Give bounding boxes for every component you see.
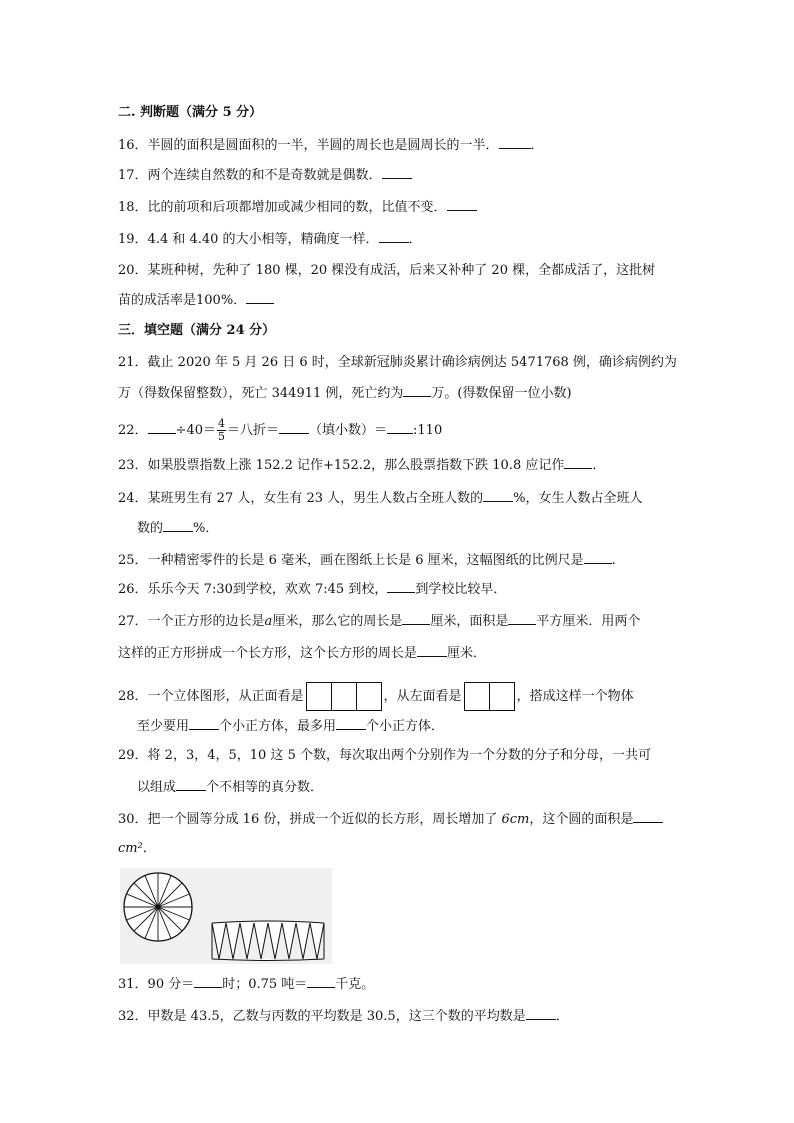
question-21-line1: 21．截止 2020 年 5 月 26 日 6 时，全球新冠肺炎累计确诊病例达 5471768 例，确诊病例约为 <box>118 355 677 370</box>
answer-blank[interactable] <box>148 421 176 434</box>
q22-fill: （填小数）＝ <box>309 423 388 438</box>
q25-end: . <box>611 553 616 568</box>
fraction-4-5 <box>217 418 226 443</box>
q19-end: ． <box>408 232 422 247</box>
fraction-denominator: 5 <box>217 430 225 443</box>
answer-blank[interactable] <box>163 519 193 532</box>
question-23 <box>118 456 605 475</box>
question-28-line1 <box>118 682 634 711</box>
q24-text-b: %，女生人数占全班人 <box>513 491 643 506</box>
q23-text: 23．如果股票指数上涨 152.2 记作+152.2，那么股票指数下跌 10.8 应记作 <box>118 458 565 473</box>
q20-line2-text: 苗的成活率是100%． <box>118 293 247 308</box>
question-16 <box>118 136 544 155</box>
q27-text-f: 厘米． <box>447 646 487 661</box>
answer-blank[interactable] <box>387 421 413 434</box>
question-19 <box>118 230 422 249</box>
answer-blank[interactable] <box>633 810 663 823</box>
q32-text: 32．甲数是 43.5，乙数与丙数的平均数是 30.5，这三个数的平均数是 <box>118 1009 526 1024</box>
q26-text-b: 到学校比较早． <box>415 582 507 597</box>
answer-blank[interactable] <box>194 975 222 988</box>
left-view-figure <box>464 682 515 711</box>
answer-blank[interactable] <box>508 612 536 625</box>
q27-text-c: 厘米，面积是 <box>430 614 509 629</box>
q30-unit-area: cm² <box>118 841 143 856</box>
question-22 <box>118 418 442 443</box>
answer-blank[interactable] <box>176 778 206 791</box>
section-3-title: 三．填空题（满分 24 分） <box>118 323 276 338</box>
answer-blank[interactable] <box>564 456 592 469</box>
q27-text-b: 厘米，那么它的周长是 <box>272 614 403 629</box>
q18-text: 18．比的前项和后项都增加或减少相同的数，比值不变． <box>118 200 447 215</box>
q30-end: ． <box>142 841 156 856</box>
q16-end: ． <box>530 138 544 153</box>
q30-text-a: 30．把一个圆等分成 16 份，拼成一个近似的长方形，周长增加了 <box>118 812 502 827</box>
answer-blank[interactable] <box>402 612 430 625</box>
q31-text-b: 时；0.75 吨＝ <box>222 977 308 992</box>
q31-text-c: 千克。 <box>335 977 375 992</box>
q31-text-a: 31．90 分＝ <box>118 977 195 992</box>
q26-text-a: 26．乐乐今天 7:30到学校，欢欢 7:45 到校， <box>118 582 388 597</box>
question-24-line2 <box>137 519 218 538</box>
q28-text-a: 28．一个立体图形，从正面看是 <box>118 689 304 704</box>
question-29-line1: 29．将 2，3，4，5，10 这 5 个数，每次取出两个分别作为一个分数的分子和分母，一共可 <box>118 748 651 763</box>
answer-blank[interactable] <box>189 717 219 730</box>
q16-text: 16．半圆的面积是圆面积的一半，半圆的周长也是圆周长的一半． <box>118 138 499 153</box>
question-21-line2 <box>118 384 572 403</box>
answer-blank[interactable] <box>403 384 431 397</box>
q28-text-d: 至少要用 <box>137 719 190 734</box>
question-18 <box>118 198 477 217</box>
question-30-line1 <box>118 810 663 829</box>
q28-text-f: 个小正方体． <box>366 719 445 734</box>
q27-text-e: 这样的正方形拼成一个长方形，这个长方形的周长是 <box>118 646 418 661</box>
question-20-line1: 20．某班种树，先种了 180 棵，20 棵没有成活，后来又补种了 20 棵，全都成活了，这批树 <box>118 263 656 278</box>
q32-end: ． <box>555 1009 569 1024</box>
q27-variable: a <box>264 614 273 629</box>
question-32 <box>118 1007 569 1026</box>
q21-line2-text: 万（得数保留整数），死亡 344911 例，死亡约为 <box>118 386 404 401</box>
answer-blank[interactable] <box>483 489 513 502</box>
answer-blank[interactable] <box>417 644 447 657</box>
question-27-line2 <box>118 644 486 663</box>
answer-blank[interactable] <box>526 1007 556 1020</box>
q28-text-e: 个小正方体，最多用 <box>219 719 337 734</box>
approx-rectangle-icon <box>212 921 324 961</box>
q30-unit: 6cm <box>501 812 530 827</box>
q27-text-a: 27．一个正方形的边长是 <box>118 614 265 629</box>
answer-blank[interactable] <box>382 166 412 179</box>
q28-text-c: ，搭成这样一个物体 <box>516 689 634 704</box>
question-25 <box>118 551 616 570</box>
answer-blank[interactable] <box>584 551 612 564</box>
answer-blank[interactable] <box>336 717 366 730</box>
question-26 <box>118 580 506 599</box>
q27-text-d: 平方厘米．用两个 <box>536 614 641 629</box>
question-28-line2 <box>137 717 444 736</box>
circle-to-rectangle-figure <box>120 868 332 964</box>
fraction-numerator: 4 <box>217 417 225 430</box>
q17-text: 17．两个连续自然数的和不是奇数就是偶数． <box>118 168 382 183</box>
front-view-figure <box>306 682 382 711</box>
q24-text-a: 24．某班男生有 27 人，女生有 23 人，男生人数占全班人数的 <box>118 491 484 506</box>
section-2-title: 二. 判断题（满分 5 分） <box>118 105 263 120</box>
answer-blank[interactable] <box>246 291 274 304</box>
q19-text: 19．4.4 和 4.40 的大小相等，精确度一样． <box>118 232 379 247</box>
q21-line2b-text: 万。(得数保留一位小数) <box>431 386 572 401</box>
q29-text-b: 个不相等的真分数． <box>206 780 324 795</box>
q28-text-b: ，从左面看是 <box>383 689 462 704</box>
question-30-line2 <box>118 840 156 858</box>
q24-text-c: 数的 <box>137 521 164 536</box>
answer-blank[interactable] <box>387 580 415 593</box>
q22-div: ÷40＝ <box>175 423 216 438</box>
q29-text-a: 以组成 <box>137 780 177 795</box>
q23-end: ． <box>592 458 606 473</box>
answer-blank[interactable] <box>499 136 531 149</box>
question-27-line1 <box>118 612 640 631</box>
answer-blank[interactable] <box>279 421 309 434</box>
answer-blank[interactable] <box>379 230 409 243</box>
question-17 <box>118 166 412 185</box>
answer-blank[interactable] <box>447 198 477 211</box>
question-24-line1 <box>118 489 643 508</box>
q22-number: 22． <box>118 423 148 438</box>
q25-text: 25．一种精密零件的长是 6 毫米，画在图纸上长是 6 厘米，这幅图纸的比例尺是 <box>118 553 584 568</box>
question-20-line2 <box>118 291 274 310</box>
q30-text-b: ，这个圆的面积是 <box>529 812 634 827</box>
q22-eq: ＝八折＝ <box>226 423 279 438</box>
divided-circle-icon <box>124 873 192 941</box>
answer-blank[interactable] <box>307 975 335 988</box>
figure-svg <box>120 868 332 964</box>
q22-ratio: :110 <box>413 423 443 438</box>
question-31 <box>118 975 374 994</box>
question-29-line2 <box>137 778 323 797</box>
q24-text-d: %． <box>193 521 219 536</box>
